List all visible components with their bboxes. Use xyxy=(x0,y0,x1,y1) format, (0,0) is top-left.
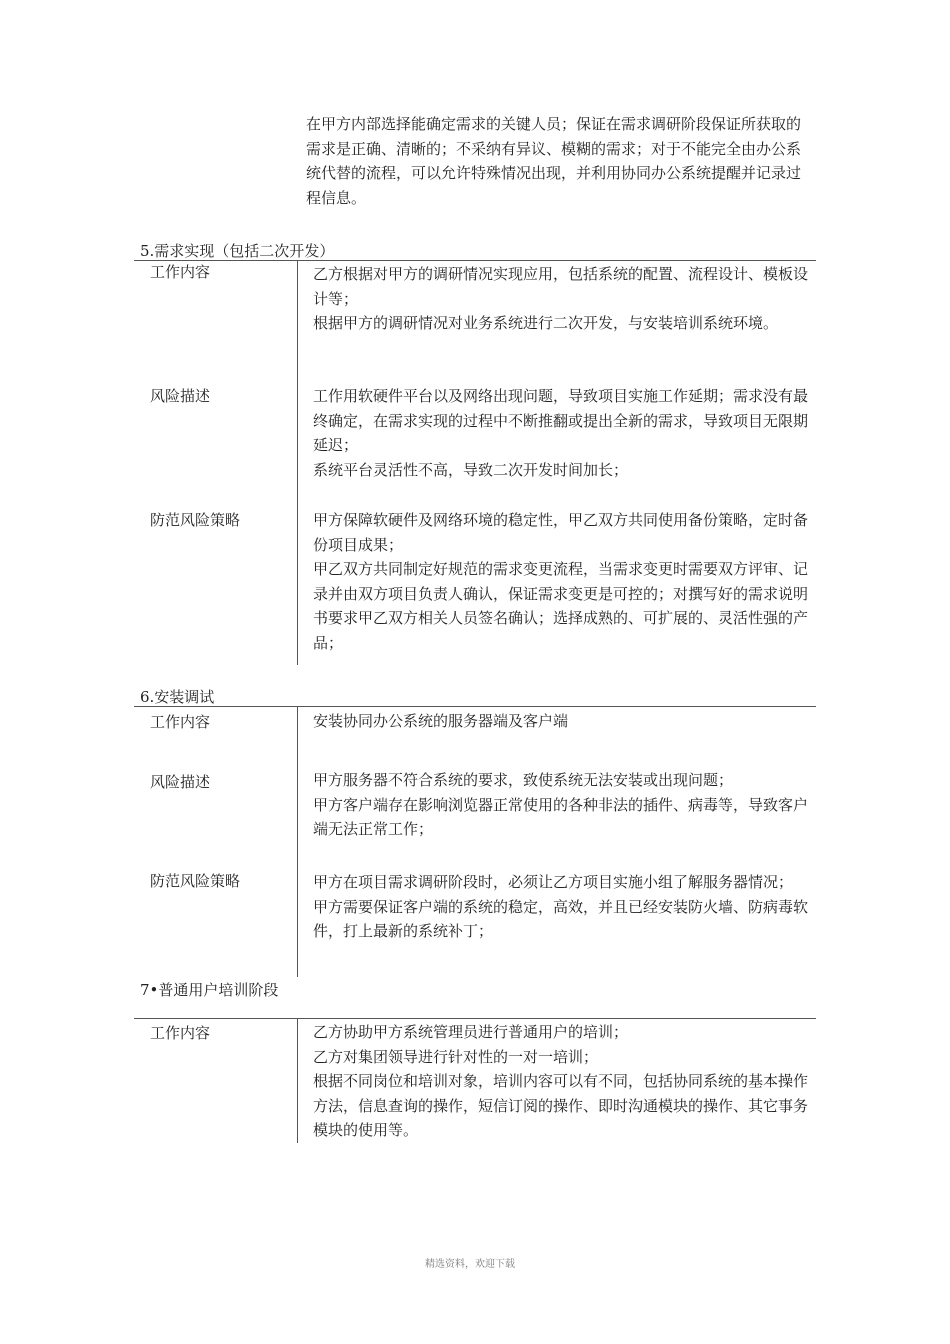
s5-risk-text xyxy=(313,384,813,482)
s6-strategy-label: 防范风险策略 xyxy=(150,872,241,890)
s7-work-text xyxy=(313,1020,813,1143)
section-6-rule xyxy=(134,706,816,707)
s5-strategy-text xyxy=(313,508,813,655)
s5-strategy-label: 防范风险策略 xyxy=(150,511,241,529)
s6-strategy-line: 甲方需要保证客户端的系统的稳定，高效，并且已经安装防火墙、防病毒软件，打上最新的系统补丁； xyxy=(313,897,809,940)
section-7-rule xyxy=(134,1018,816,1019)
section-6-divider xyxy=(297,707,298,977)
s6-risk-line: 甲方服务器不符合系统的要求，致使系统无法安装或出现问题； xyxy=(313,771,734,789)
s5-work-label: 工作内容 xyxy=(150,263,211,281)
s6-risk-text xyxy=(313,768,813,842)
s5-risk-line: 工作用软硬件平台以及网络出现问题，导致项目实施工作延期；需求没有最终确定，在需求实现的过程中不断推翻或提出全新的需求，导致项目无限期延迟； xyxy=(313,387,809,454)
s7-work-line: 乙方协助甲方系统管理员进行普通用户的培训； xyxy=(313,1023,629,1041)
s6-strategy-line: 甲方在项目需求调研阶段时，必须让乙方项目实施小组了解服务器情况； xyxy=(313,873,794,891)
s6-work-text xyxy=(313,709,813,734)
s6-work-line: 安装协同办公系统的服务器端及客户端 xyxy=(313,712,569,730)
s7-work-line: 根据不同岗位和培训对象，培训内容可以有不同，包括协同系统的基本操作方法，信息查询的操作，短信订阅的操作、即时沟通模块的操作、其它事务模块的使用等。 xyxy=(313,1072,809,1139)
s5-risk-line: 系统平台灵活性不高，导致二次开发时间加长； xyxy=(313,460,629,479)
section-5-divider xyxy=(297,261,298,665)
section-6-title: 6.安装调试 xyxy=(140,688,215,706)
s7-work-line: 乙方对集团领导进行针对性的一对一培训； xyxy=(313,1047,599,1066)
s5-strategy-line: 甲乙双方共同制定好规范的需求变更流程，当需求变更时需要双方评审、记录并由双方项目负责人确认，保证需求变更是可控的；对撰写好的需求说明书要求甲乙双方相关人员签名确认；选择成熟的、可扩展的、灵活性强的产品； xyxy=(313,560,809,652)
s6-risk-label: 风险描述 xyxy=(150,773,211,791)
s5-strategy-line: 甲方保障软硬件及网络环境的稳定性，甲乙双方共同使用备份策略，定时备份项目成果； xyxy=(313,511,809,554)
section-5-title: 5.需求实现（包括二次开发） xyxy=(140,242,335,260)
s5-work-text xyxy=(313,262,813,336)
s6-strategy-text xyxy=(313,870,813,944)
intro-paragraph: 在甲方内部选择能确定需求的关键人员；保证在需求调研阶段保证所获取的需求是正确、清晰的；不采纳有异议、模糊的需求；对于不能完全由办公系统代替的流程，可以允许特殊情况出现，并利用协同办公系统提醒并记录过程信息。 xyxy=(306,115,802,207)
s6-risk-line: 甲方客户端存在影响浏览器正常使用的各种非法的插件、病毒等，导致客户端无法正常工作； xyxy=(313,795,809,838)
footer-note: 精选资料，欢迎下载 xyxy=(425,1259,515,1270)
section-5-rule xyxy=(134,260,816,261)
s5-risk-label: 风险描述 xyxy=(150,387,211,405)
section-7-title: 7•普通用户培训阶段 xyxy=(140,981,279,999)
s5-work-line: 根据甲方的调研情况对业务系统进行二次开发，与安装培训系统环境。 xyxy=(313,314,779,332)
s5-work-line: 乙方根据对甲方的调研情况实现应用，包括系统的配置、流程设计、模板设计等； xyxy=(313,265,809,308)
s6-work-label: 工作内容 xyxy=(150,713,211,731)
section-7-divider xyxy=(297,1019,298,1143)
s7-work-label: 工作内容 xyxy=(150,1024,211,1042)
